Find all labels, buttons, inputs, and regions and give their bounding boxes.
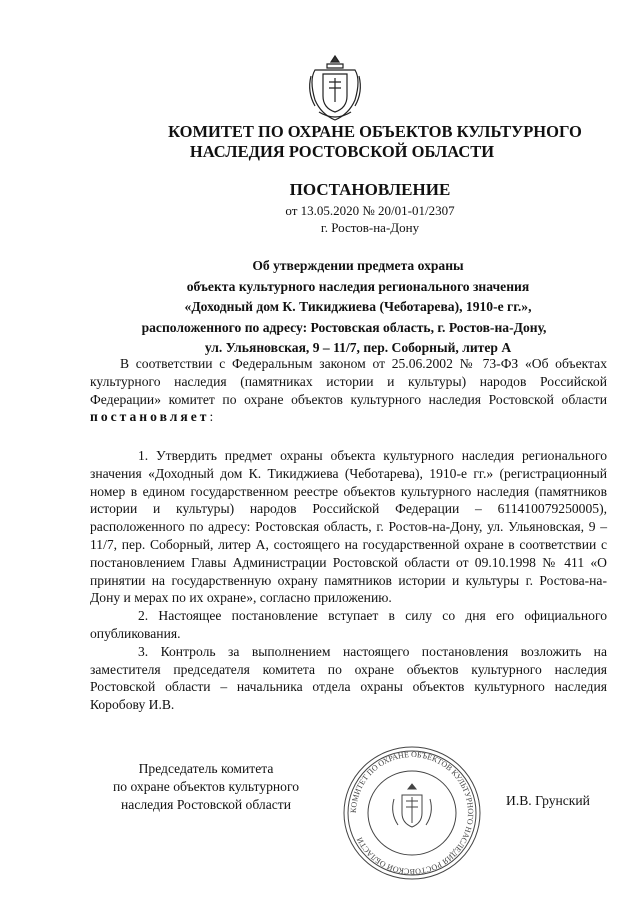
item-3: 3. Контроль за выполнением настоящего постановления возложить на заместителя председателя комитета по охране объектов культурного наследия Ростовской области – начальника отдела охраны объектов культурного наследия Коробову И.В. <box>90 643 607 713</box>
position-line: Председатель комитета <box>138 761 274 776</box>
subject-line: объекта культурного наследия регионального значения <box>186 278 530 294</box>
coat-of-arms-icon <box>305 52 365 124</box>
preamble-colon: : <box>209 409 214 425</box>
signatory-name: И.В. Грунский <box>506 793 590 808</box>
org-title-line2: НАСЛЕДИЯ РОСТОВСКОЙ ОБЛАСТИ <box>189 142 495 161</box>
document-city: г. Ростов-на-Дону <box>320 220 420 235</box>
document-date-number: от 13.05.2020 № 20/01-01/2307 <box>285 203 455 218</box>
signatory-position <box>86 760 326 814</box>
preamble-text: В соответствии с Федеральным законом от 25.06.2002 № 73-ФЗ «Об объектах культурного наследия (памятниках истории и культуры) народов Российской Федерации» комитет по охране объектов культурного наследия Ростовской области <box>90 356 607 407</box>
document-type: ПОСТАНОВЛЕНИЕ <box>289 180 451 199</box>
item-2: 2. Настоящее постановление вступает в силу со дня его официального опубликования. <box>90 608 607 641</box>
position-line: по охране объектов культурного <box>112 779 300 794</box>
subject-line: ул. Ульяновская, 9 – 11/7, пер. Соборный, литер А <box>204 340 512 355</box>
stamp-text: КОМИТЕТ ПО ОХРАНЕ ОБЪЕКТОВ КУЛЬТУРНОГО НАСЛЕДИЯ РОСТОВСКОЙ ОБЛАСТИ <box>348 749 476 877</box>
org-title-line1: КОМИТЕТ ПО ОХРАНЕ ОБЪЕКТОВ КУЛЬТУРНОГО <box>168 122 582 141</box>
subject-line: расположенного по адресу: Ростовская область, г. Ростов-на-Дону, <box>141 319 547 335</box>
position-line: наследия Ростовской области <box>121 797 291 812</box>
item-1: 1. Утвердить предмет охраны объекта культурного наследия регионального значения «Доходный дом К. Тикиджиева (Чеботарева), 1910-е гг.» (регистрационный номер в едином государственном реестре объектов культурного наследия (памятников истории и культуры) народов Российской Федерации – 611410079250005), расположенного по адресу: Ростовская область, г. Ростов-на-Дону, ул. Ульяновская, 9 – 11/7, пер. Соборный, литер А, состоящего на государственной охране в соответствии с постановлением Главы Администрации Ростовской области от 09.10.1998 № 411 «О принятии на государственную охрану памятников истории и культуры г. Ростова-на-Дону и мерах по их охране», согласно приложению. <box>90 448 607 606</box>
subject-line: «Доходный дом К. Тикиджиева (Чеботарева), 1910-е гг.», <box>184 299 532 314</box>
document-subject <box>38 256 640 359</box>
official-stamp <box>338 743 486 883</box>
preamble <box>90 355 607 426</box>
subject-line: Об утверждении предмета охраны <box>252 258 464 273</box>
resolution-items <box>90 447 607 714</box>
resolves-word: постановляет <box>90 409 210 425</box>
